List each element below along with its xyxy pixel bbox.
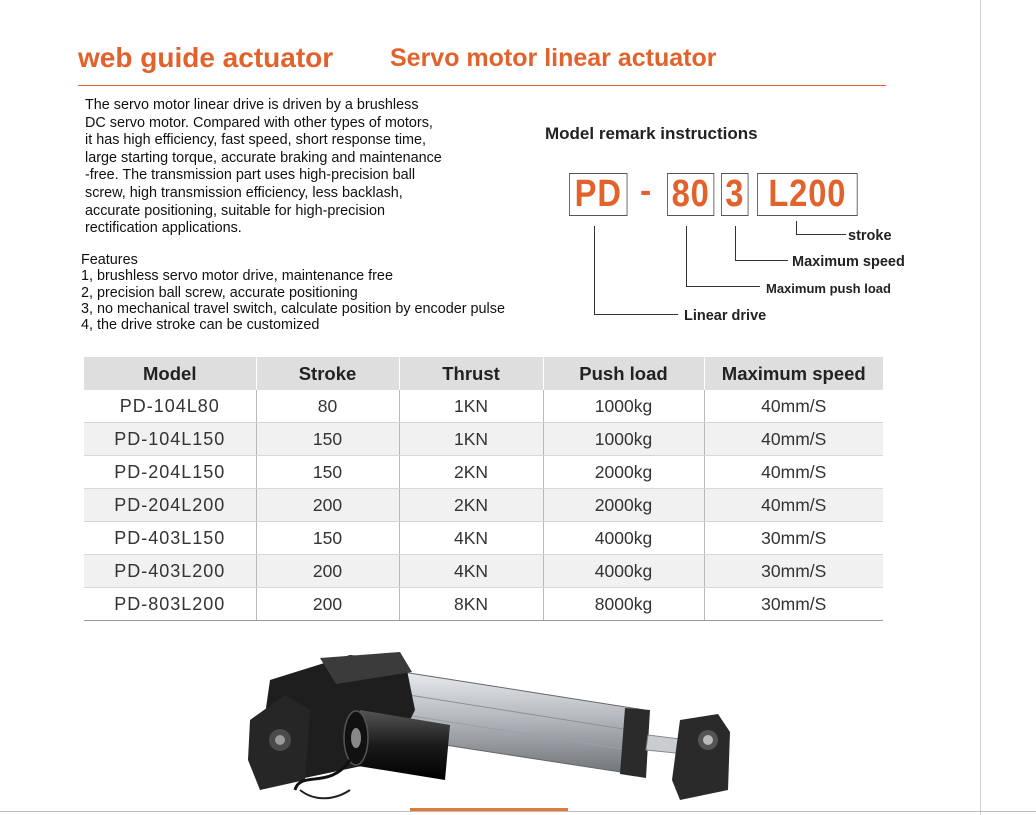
cell-maximum-speed: 30mm/S bbox=[704, 522, 883, 555]
cell-maximum-speed: 40mm/S bbox=[704, 456, 883, 489]
cell-stroke: 200 bbox=[256, 489, 399, 522]
table-header-row bbox=[84, 357, 883, 390]
cell-model: PD-104L150 bbox=[84, 423, 256, 456]
cell-stroke: 80 bbox=[256, 390, 399, 423]
label-stroke: stroke bbox=[848, 228, 892, 244]
cell-thrust: 1KN bbox=[399, 390, 543, 423]
intro-line: screw, high transmission efficiency, less backlash, bbox=[85, 184, 403, 201]
cell-push-load: 2000kg bbox=[543, 456, 704, 489]
cell-stroke: 150 bbox=[256, 456, 399, 489]
col-header-stroke: Stroke bbox=[256, 357, 399, 390]
leader-speed-v bbox=[735, 226, 736, 261]
cell-stroke: 150 bbox=[256, 522, 399, 555]
cell-push-load: 8000kg bbox=[543, 588, 704, 621]
cell-thrust: 1KN bbox=[399, 423, 543, 456]
table-row bbox=[84, 423, 883, 456]
page-bottom-accent bbox=[410, 808, 568, 811]
heading-web-guide-actuator: web guide actuator bbox=[78, 42, 334, 73]
leader-linear-drive-h bbox=[594, 314, 678, 315]
page-right-border bbox=[980, 0, 981, 815]
cell-thrust: 4KN bbox=[399, 522, 543, 555]
col-header-thrust: Thrust bbox=[399, 357, 543, 390]
cell-model: PD-403L150 bbox=[84, 522, 256, 555]
cell-maximum-speed: 30mm/S bbox=[704, 555, 883, 588]
intro-line: rectification applications. bbox=[85, 220, 242, 237]
cell-thrust: 8KN bbox=[399, 588, 543, 621]
intro-line: accurate positioning, suitable for high-precision bbox=[85, 202, 385, 219]
code-part-speed: 3 bbox=[721, 173, 749, 216]
feature-item: 3, no mechanical travel switch, calculate position by encoder pulse bbox=[81, 300, 505, 317]
table-row bbox=[84, 456, 883, 489]
cell-stroke: 200 bbox=[256, 588, 399, 621]
intro-line: -free. The transmission part uses high-precision ball bbox=[85, 167, 416, 184]
heading-servo-motor-linear-actuator: Servo motor linear actuator bbox=[390, 44, 717, 72]
table-row bbox=[84, 390, 883, 423]
cell-thrust: 4KN bbox=[399, 555, 543, 588]
intro-line: DC servo motor. Compared with other types of motors, bbox=[85, 114, 433, 131]
table-row bbox=[84, 555, 883, 588]
feature-item: 2, precision ball screw, accurate positioning bbox=[81, 284, 358, 301]
intro-line: it has high efficiency, fast speed, short response time, bbox=[85, 132, 427, 149]
cell-push-load: 1000kg bbox=[543, 390, 704, 423]
cell-push-load: 1000kg bbox=[543, 423, 704, 456]
features-title: Features bbox=[81, 252, 138, 268]
table-row bbox=[84, 588, 883, 621]
cell-push-load: 4000kg bbox=[543, 555, 704, 588]
cell-maximum-speed: 40mm/S bbox=[704, 423, 883, 456]
code-part-dash: - bbox=[640, 172, 652, 210]
feature-item: 4, the drive stroke can be customized bbox=[81, 317, 320, 334]
spec-table bbox=[84, 357, 883, 621]
intro-line: large starting torque, accurate braking and maintenance bbox=[85, 149, 442, 166]
cell-model: PD-803L200 bbox=[84, 588, 256, 621]
col-header-model: Model bbox=[84, 357, 256, 390]
cell-push-load: 2000kg bbox=[543, 489, 704, 522]
feature-item: 1, brushless servo motor drive, maintenance free bbox=[81, 268, 393, 285]
model-remark-title: Model remark instructions bbox=[545, 124, 758, 143]
col-header-maximum-speed: Maximum speed bbox=[704, 357, 883, 390]
cell-model: PD-104L80 bbox=[84, 390, 256, 423]
table-row bbox=[84, 489, 883, 522]
code-part-series: PD bbox=[569, 173, 627, 216]
intro-paragraph bbox=[85, 97, 485, 238]
cell-model: PD-204L150 bbox=[84, 456, 256, 489]
cell-stroke: 200 bbox=[256, 555, 399, 588]
cell-thrust: 2KN bbox=[399, 489, 543, 522]
leader-push-load-h bbox=[686, 286, 760, 287]
cell-stroke: 150 bbox=[256, 423, 399, 456]
leader-stroke-v bbox=[796, 221, 797, 235]
cell-maximum-speed: 40mm/S bbox=[704, 390, 883, 423]
leader-push-load-v bbox=[686, 226, 687, 287]
code-part-push-load: 80 bbox=[667, 173, 714, 216]
cell-model: PD-204L200 bbox=[84, 489, 256, 522]
cell-model: PD-403L200 bbox=[84, 555, 256, 588]
label-linear-drive: Linear drive bbox=[684, 308, 767, 324]
features-list bbox=[81, 252, 505, 333]
leader-linear-drive-v bbox=[594, 226, 595, 315]
page-bottom-border bbox=[0, 811, 1036, 812]
leader-speed-h bbox=[735, 260, 788, 261]
label-maximum-push-load: Maximum push load bbox=[766, 281, 891, 296]
label-maximum-speed: Maximum speed bbox=[792, 254, 905, 270]
heading-divider bbox=[78, 85, 886, 86]
code-part-stroke: L200 bbox=[757, 173, 858, 216]
col-header-push-load: Push load bbox=[543, 357, 704, 390]
linear-actuator-photo bbox=[240, 640, 740, 810]
cell-push-load: 4000kg bbox=[543, 522, 704, 555]
table-row bbox=[84, 522, 883, 555]
cell-maximum-speed: 30mm/S bbox=[704, 588, 883, 621]
cell-maximum-speed: 40mm/S bbox=[704, 489, 883, 522]
cell-thrust: 2KN bbox=[399, 456, 543, 489]
leader-stroke-h bbox=[796, 234, 846, 235]
intro-line: The servo motor linear drive is driven by a brushless bbox=[85, 97, 419, 113]
